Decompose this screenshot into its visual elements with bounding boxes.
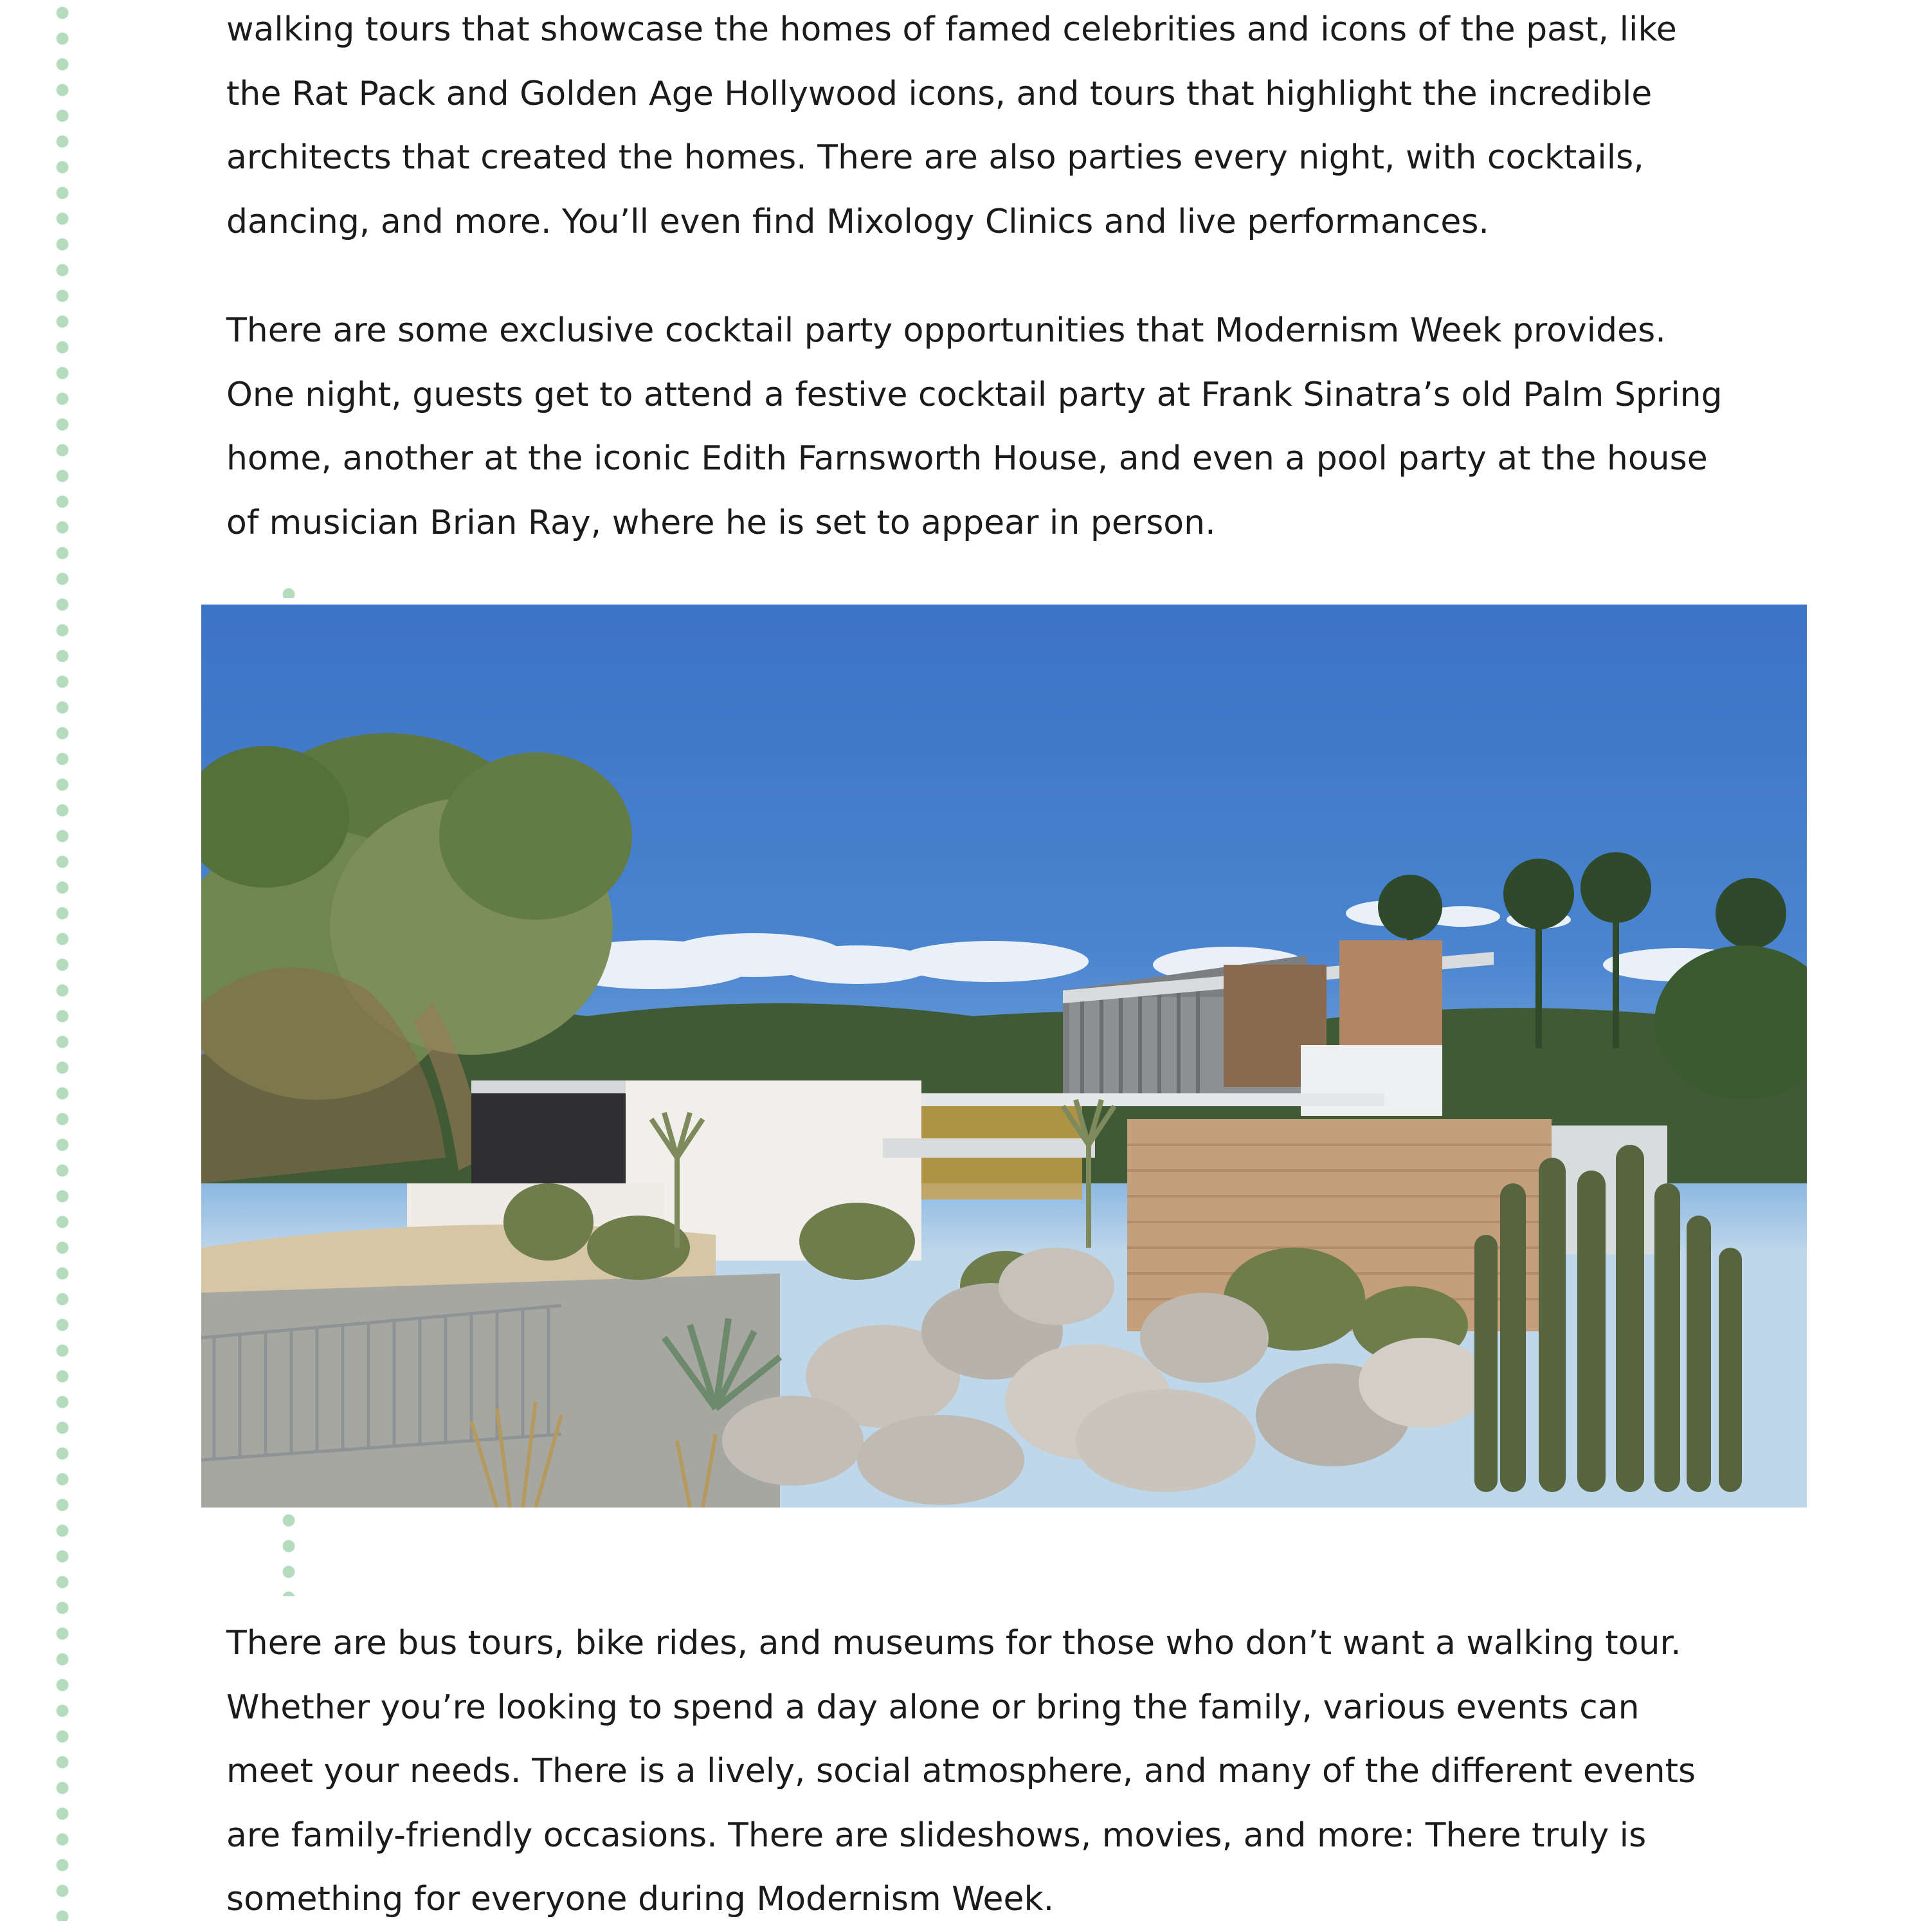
article-paragraph-3: There are bus tours, bike rides, and museums for those who don’t want a walking tour. Whether you’re looking to spend a day alone or bring the family, various events can meet your needs. There is a lively, social atmosphere, and many of the different events are family-friendly occasions. There are slideshows, movies, and more: There truly is something for everyone during Modernism Week. — [226, 1624, 1696, 1918]
photo-illustration — [201, 605, 1807, 1508]
image-connector-dots-top — [282, 581, 296, 598]
article-photo-modernist-house — [201, 605, 1807, 1508]
article-paragraph-1: walking tours that showcase the homes of famed celebrities and icons of the past, like the Rat Pack and Golden Age Hollywood icons, and tours that highlight the incredible architects that created the homes. There are also parties every night, with cocktails, dancing, and more. You’ll even find Mixology Clinics and live performances. — [226, 10, 1677, 241]
article-paragraph-2: There are some exclusive cocktail party opportunities that Modernism Week provides. One night, guests get to attend a festive cocktail party at Frank Sinatra’s old Palm Spring home, another at the iconic Edith Farnsworth House, and even a pool party at the house of musician Brian Ray, where he is set to appear in person. — [226, 311, 1723, 542]
image-connector-dots-bottom — [282, 1508, 296, 1596]
decorative-dot-rail — [55, 0, 69, 1921]
